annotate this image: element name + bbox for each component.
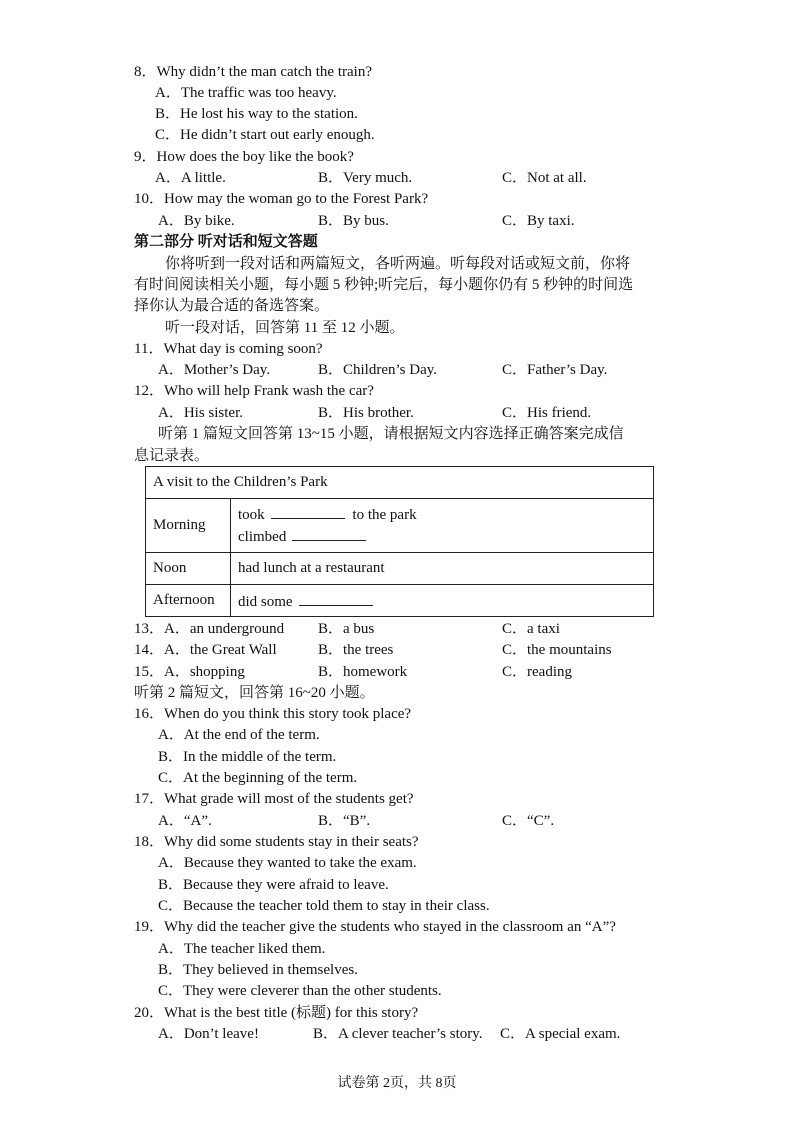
dialog-intro: 听一段对话，回答第 11 至 12 小题。 <box>165 320 405 336</box>
q16-option-a: A．At the end of the term. <box>158 727 320 743</box>
q9-option-a: A．A little. <box>155 170 226 186</box>
q16-option-c: C．At the beginning of the term. <box>158 770 358 786</box>
afternoon-label: Afternoon <box>146 585 231 617</box>
q11-option-b: B．Children’s Day. <box>318 362 438 378</box>
q20-option-b: B．A clever teacher’s story. <box>313 1026 483 1042</box>
q11-option-c: C．Father’s Day. <box>502 362 608 378</box>
q9-option-b: B．Very much. <box>318 170 413 186</box>
q18-stem: 18．Why did some students stay in their seats? <box>134 834 419 850</box>
morning-took-text: took <box>238 506 265 523</box>
q20-stem: 20．What is the best title (标题) for this story? <box>134 1005 419 1021</box>
q12-option-b: B．His brother. <box>318 405 414 421</box>
q17-option-b: B．“B”. <box>318 813 371 829</box>
q10-stem: 10．How may the woman go to the Forest Park? <box>134 191 429 207</box>
passage1-intro-line1: 听第 1 篇短文回答第 13~15 小题，请根据短文内容选择正确答案完成信 <box>158 426 624 442</box>
q15-option-c: C．reading <box>502 664 572 680</box>
record-table-title: A visit to the Children’s Park <box>146 467 654 499</box>
part2-instruction-line2: 有时间阅读相关小题，每小题 5 秒钟;听完后，每小题你仍有 5 秒钟的时间选 <box>134 277 634 293</box>
q19-stem: 19．Why did the teacher give the students who stayed in the classroom an “A”? <box>134 919 616 935</box>
q13-option-c: C．a taxi <box>502 621 560 637</box>
q10-option-b: B．By bus. <box>318 213 389 229</box>
q11-option-a: A．Mother’s Day. <box>158 362 271 378</box>
passage2-intro: 听第 2 篇短文，回答第 16~20 小题。 <box>134 685 375 701</box>
q17-stem: 17．What grade will most of the students get? <box>134 791 414 807</box>
q14-option-b: B．the trees <box>318 642 394 658</box>
q12-stem: 12．Who will help Frank wash the car? <box>134 383 374 399</box>
noon-text: had lunch at a restaurant <box>231 553 654 585</box>
answer-blank-14[interactable] <box>292 526 366 541</box>
q15-option-a: 15．A．shopping <box>134 664 245 680</box>
q10-option-a: A．By bike. <box>158 213 235 229</box>
q20-option-c: C．A special exam. <box>500 1026 621 1042</box>
q16-option-b: B．In the middle of the term. <box>158 749 337 765</box>
part2-instruction-line1: 你将听到一段对话和两篇短文，各听两遍。听每段对话或短文前，你将 <box>165 256 631 272</box>
morning-to-park-text: to the park <box>352 506 417 523</box>
passage1-intro-line2: 息记录表。 <box>134 448 210 464</box>
q11-stem: 11．What day is coming soon? <box>134 341 323 357</box>
q18-option-c: C．Because the teacher told them to stay in their class. <box>158 898 490 914</box>
q18-option-b: B．Because they were afraid to leave. <box>158 877 389 893</box>
q18-option-a: A．Because they wanted to take the exam. <box>158 855 417 871</box>
q14-option-a: 14．A．the Great Wall <box>134 642 277 658</box>
q17-option-a: A．“A”. <box>158 813 212 829</box>
q13-option-b: B．a bus <box>318 621 375 637</box>
answer-blank-15[interactable] <box>299 591 373 606</box>
q9-option-c: C．Not at all. <box>502 170 587 186</box>
q19-option-a: A．The teacher liked them. <box>158 941 326 957</box>
afternoon-cell <box>231 585 654 617</box>
afternoon-did-some-text: did some <box>238 593 293 610</box>
q8-stem: 8．Why didn’t the man catch the train? <box>134 64 372 80</box>
q14-option-c: C．the mountains <box>502 642 612 658</box>
q13-option-a: 13．A．an underground <box>134 621 285 637</box>
q19-option-b: B．They believed in themselves. <box>158 962 358 978</box>
q8-option-a: A．The traffic was too heavy. <box>155 85 337 101</box>
morning-climbed-text: climbed <box>238 528 287 545</box>
noon-label: Noon <box>146 553 231 585</box>
q12-option-a: A．His sister. <box>158 405 244 421</box>
morning-label: Morning <box>146 499 231 553</box>
q9-stem: 9．How does the boy like the book? <box>134 149 354 165</box>
page-footer: 试卷第 2页，共 8页 <box>337 1076 457 1091</box>
answer-blank-13[interactable] <box>271 504 345 519</box>
q12-option-c: C．His friend. <box>502 405 592 421</box>
morning-cell <box>231 499 654 553</box>
q16-stem: 16．When do you think this story took place? <box>134 706 412 722</box>
record-table <box>145 466 654 617</box>
part2-heading: 第二部分 听对话和短文答题 <box>134 234 318 250</box>
q17-option-c: C．“C”. <box>502 813 555 829</box>
q15-option-b: B．homework <box>318 664 408 680</box>
q19-option-c: C．They were cleverer than the other students. <box>158 983 442 999</box>
part2-instruction-line3: 择你认为最合适的备选答案。 <box>134 298 330 314</box>
q8-option-c: C．He didn’t start out early enough. <box>155 127 375 143</box>
q8-option-b: B．He lost his way to the station. <box>155 106 358 122</box>
q20-option-a: A．Don’t leave! <box>158 1026 259 1042</box>
q10-option-c: C．By taxi. <box>502 213 575 229</box>
